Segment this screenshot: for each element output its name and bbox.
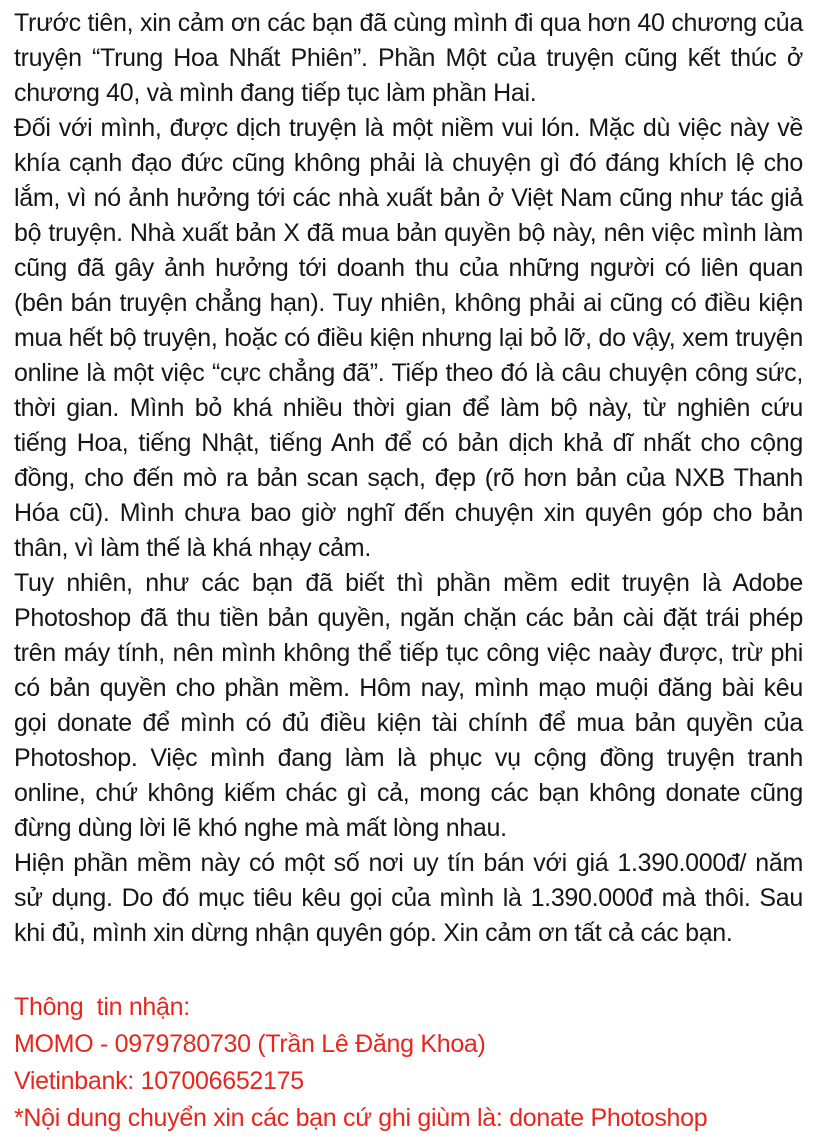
donation-info-block — [14, 989, 803, 1137]
paragraph-ethics-and-effort: Đối với mình, được dịch truyện là một niềm vui lón. Mặc dù việc này về khía cạnh đạo đức cũng không phải là chuyện gì đó đáng khích lệ cho lắm, vì nó ảnh hưởng tới các nhà xuất bản ở Việt Nam cũng như tác giả bộ truyện. Nhà xuất bản X đã mua bản quyền bộ này, nên việc mình làm cũng đã gây ảnh hưởng tới doanh thu của những người có liên quan (bên bán truyện chẳng hạn). Tuy nhiên, không phải ai cũng có điều kiện mua hết bộ truyện, hoặc có điều kiện nhưng lại bỏ lỡ, do vậy, xem truyện online là một việc “cực chẳng đã”. Tiếp theo đó là câu chuyện công sức, thời gian. Mình bỏ khá nhiều thời gian để làm bộ này, từ nghiên cứu tiếng Hoa, tiếng Nhật, tiếng Anh để có bản dịch khả dĩ nhất cho cộng đồng, cho đến mò ra bản scan sạch, đẹp (rõ hơn bản của NXB Thanh Hóa cũ). Mình chưa bao giờ nghĩ đến chuyện xin quyên góp cho bản thân, vì làm thế là khá nhạy cảm. — [14, 114, 803, 562]
paragraph-photoshop-license: Tuy nhiên, như các bạn đã biết thì phần mềm edit truyện là Adobe Photoshop đã thu tiền bản quyền, ngăn chặn các bản cài đặt trái phép trên máy tính, nên mình không thể tiếp tục công việc naày được, trừ phi có bản quyền cho phần mềm. Hôm nay, mình mạo muội đăng bài kêu gọi donate để mình có đủ điều kiện tài chính để mua bản quyền của Photoshop. Việc mình đang làm là phục vụ cộng đồng truyện tranh online, chứ không kiếm chác gì cả, mong các bạn không donate cũng đừng dùng lời lẽ khó nghe mà mất lòng nhau. — [14, 569, 803, 842]
donation-momo-line: MOMO - 0979780730 (Trần Lê Đăng Khoa) — [14, 1030, 486, 1058]
donation-heading: Thông tin nhận: — [14, 993, 190, 1021]
donation-bank-line: Vietinbank: 107006652175 — [14, 1067, 304, 1095]
paragraph-intro: Trước tiên, xin cảm ơn các bạn đã cùng mình đi qua hơn 40 chương của truyện “Trung Hoa Nhất Phiên”. Phần Một của truyện cũng kết thúc ở chương 40, và mình đang tiếp tục làm phần Hai. — [14, 9, 803, 107]
donation-note-line: *Nội dung chuyển xin các bạn cứ ghi giùm là: donate Photoshop — [14, 1104, 708, 1132]
paragraph-donation-goal: Hiện phần mềm này có một số nơi uy tín bán với giá 1.390.000đ/ năm sử dụng. Do đó mục tiêu kêu gọi của mình là 1.390.000đ mà thôi. Sau khi đủ, mình xin dừng nhận quyên góp. Xin cảm ơn tất cả các bạn. — [14, 849, 803, 947]
